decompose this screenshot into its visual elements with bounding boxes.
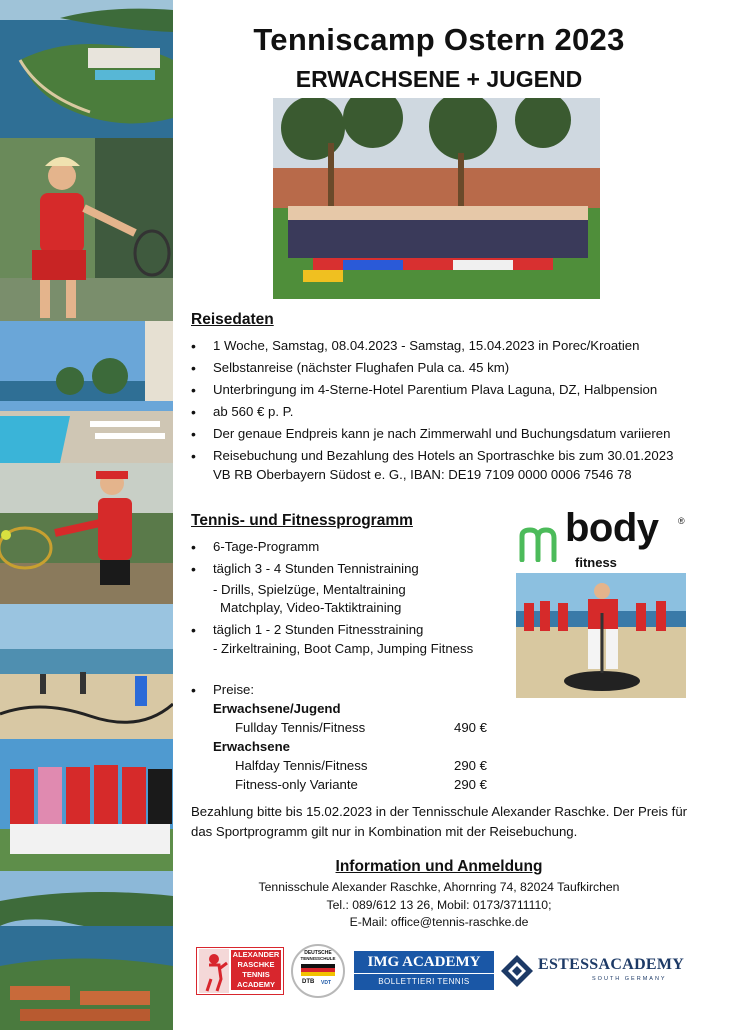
dtb-school-logo bbox=[289, 944, 343, 996]
price-value: 290 € bbox=[454, 758, 488, 773]
info-address: Tennisschule Alexander Raschke, Ahornring 74, 82024 Taufkirchen bbox=[258, 880, 620, 894]
reisedaten-list bbox=[191, 339, 711, 467]
estess-academy-logo bbox=[500, 952, 690, 990]
estess-diamond-icon bbox=[500, 954, 534, 988]
estess-sub: SOUTH GERMANY bbox=[592, 976, 667, 982]
list-item: • 1 Woche, Samstag, 08.04.2023 - Samstag, 15.04.2023 in Porec/Kroatien bbox=[191, 339, 711, 361]
beach-bootcamp-photo bbox=[0, 604, 173, 739]
raschke-line: RASCHKE bbox=[237, 960, 275, 969]
dtb-seal bbox=[291, 944, 345, 998]
raschke-line: TENNIS bbox=[242, 970, 270, 979]
raschke-line: ALEXANDER bbox=[232, 950, 280, 959]
price-value: 290 € bbox=[454, 777, 488, 792]
program-sub-line: Matchplay, Video-Taktiktraining bbox=[220, 600, 402, 615]
raschke-wordmark bbox=[231, 950, 281, 990]
list-item: • Preise: bbox=[191, 683, 391, 696]
dtb-seal-text: TENNISSCHULE bbox=[300, 956, 336, 961]
photo-sidebar bbox=[0, 0, 173, 1030]
mbody-registered: ® bbox=[678, 516, 685, 526]
group-photo bbox=[273, 98, 600, 299]
estess-main: ESTESSACADEMY bbox=[538, 956, 685, 973]
team-photo bbox=[0, 739, 173, 871]
page-subtitle: ERWACHSENE + JUGEND bbox=[295, 66, 583, 92]
program-sub-line: - Zirkeltraining, Boot Camp, Jumping Fitness bbox=[213, 641, 474, 656]
aerial-resort-photo bbox=[0, 871, 173, 1030]
price-label: Fullday Tennis/Fitness bbox=[235, 720, 366, 735]
reisedaten-heading: Reisedaten bbox=[191, 311, 274, 328]
bank-details: VB RB Oberbayern Südost e. G., IBAN: DE19 7109 0000 0006 7546 78 bbox=[213, 467, 632, 482]
jumping-fitness-photo bbox=[516, 573, 686, 698]
hotel-pool-photo bbox=[0, 321, 173, 463]
raschke-academy-logo bbox=[196, 947, 284, 995]
mbody-sub: fitness bbox=[575, 555, 617, 570]
prices-list bbox=[191, 683, 391, 696]
mbody-word: body bbox=[565, 506, 659, 550]
list-item: • täglich 1 - 2 Stunden Fitnesstraining bbox=[191, 623, 521, 641]
list-item: • Der genaue Endpreis kann je nach Zimmerwahl und Buchungsdatum variieren bbox=[191, 427, 711, 449]
program-list-2 bbox=[191, 623, 521, 641]
list-item: • ab 560 € p. P. bbox=[191, 405, 711, 427]
mbody-m-icon bbox=[518, 526, 564, 562]
price-value: 490 € bbox=[454, 720, 488, 735]
junior-player-photo bbox=[0, 463, 173, 604]
tennis-player-woman-photo bbox=[0, 138, 173, 321]
price-label: Fitness-only Variante bbox=[235, 777, 358, 792]
payment-note: Bezahlung bitte bis 15.02.2023 in der Tennisschule Alexander Raschke. Der Preis für das Sportprogramm gilt nur in Kombination mit der Reisebuchung. bbox=[191, 804, 688, 839]
img-academy-logo bbox=[354, 951, 494, 991]
vdt-abbr: VDT bbox=[321, 980, 331, 986]
program-heading: Tennis- und Fitnessprogramm bbox=[191, 512, 413, 529]
img-main: IMG ACADEMY bbox=[354, 951, 494, 973]
page-title: Tenniscamp Ostern 2023 bbox=[253, 22, 625, 57]
price-group-heading: Erwachsene/Jugend bbox=[213, 701, 341, 716]
dtb-seal-text: DEUTSCHE bbox=[304, 950, 332, 956]
price-group-heading: Erwachsene bbox=[213, 739, 290, 754]
player-silhouette-icon bbox=[199, 949, 229, 993]
mbody-fitness-logo bbox=[518, 506, 686, 572]
price-label: Halfday Tennis/Fitness bbox=[235, 758, 368, 773]
info-heading: Information und Anmeldung bbox=[335, 858, 543, 875]
list-item: • Selbstanreise (nächster Flughafen Pula ca. 45 km) bbox=[191, 361, 711, 383]
list-item: • täglich 3 - 4 Stunden Tennistraining bbox=[191, 562, 521, 584]
program-sub-line: - Drills, Spielzüge, Mentaltraining bbox=[213, 582, 406, 597]
coast-hotel-photo bbox=[0, 0, 173, 138]
list-item: • Unterbringung im 4-Sterne-Hotel Parentium Plava Laguna, DZ, Halbpension bbox=[191, 383, 711, 405]
info-phone: Tel.: 089/612 13 26, Mobil: 0173/3711110; bbox=[326, 898, 552, 912]
raschke-line: ACADEMY bbox=[237, 980, 275, 989]
main-content bbox=[173, 0, 729, 1030]
img-sub: BOLLETTIERI TENNIS bbox=[354, 973, 494, 990]
dtb-abbr: DTB bbox=[302, 979, 315, 985]
list-item: • Reisebuchung und Bezahlung des Hotels an Sportraschke bis zum 30.01.2023 bbox=[191, 449, 711, 467]
list-item: • 6-Tage-Programm bbox=[191, 540, 521, 562]
info-email[interactable]: E-Mail: office@tennis-raschke.de bbox=[349, 915, 529, 929]
program-list bbox=[191, 540, 521, 584]
